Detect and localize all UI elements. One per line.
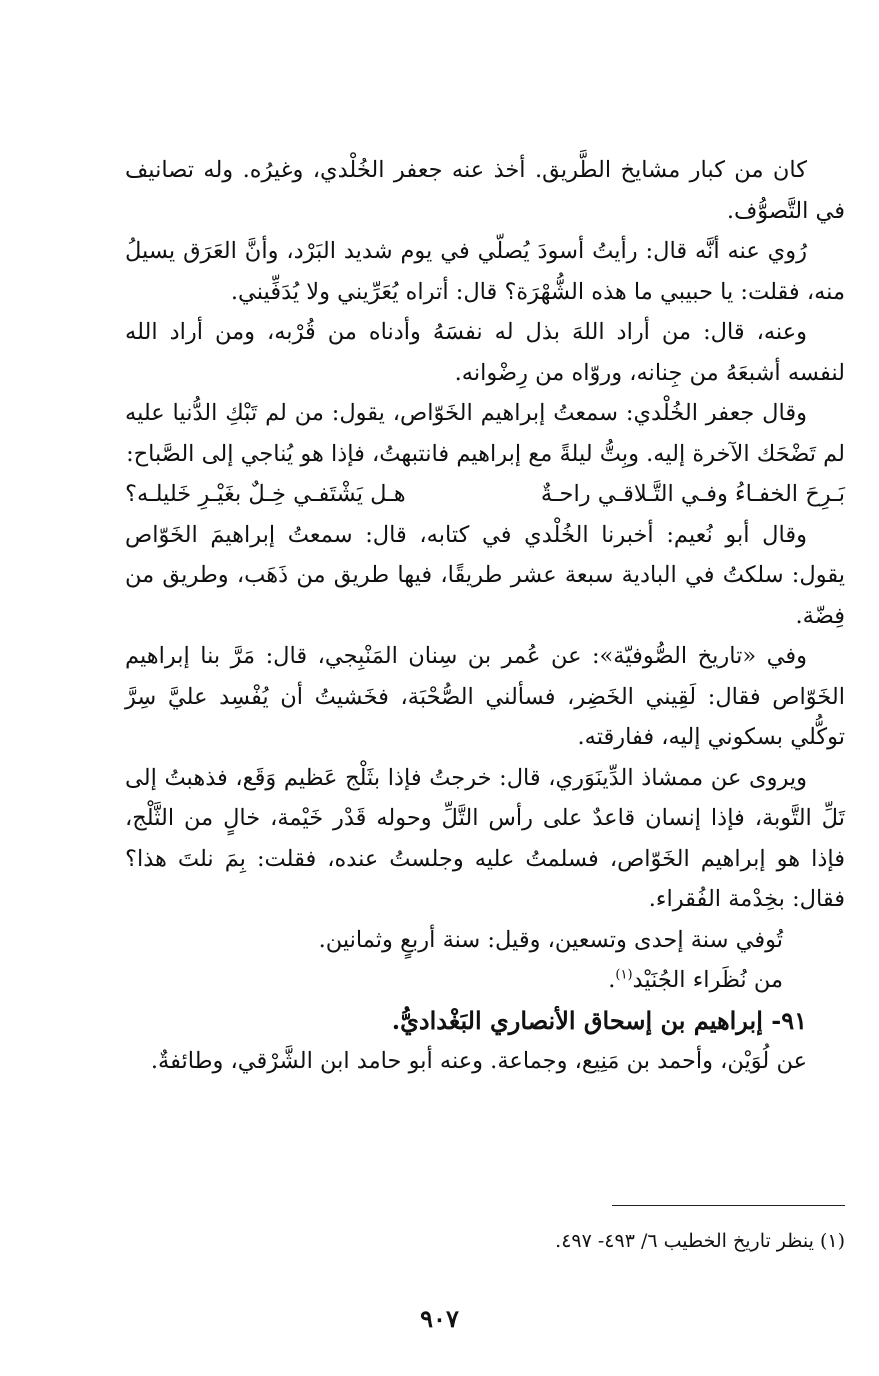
footnote-divider xyxy=(612,1205,845,1206)
peers-line xyxy=(125,960,845,1001)
main-text xyxy=(125,150,845,1082)
paragraph: وعنه، قال: من أراد اللهَ بذل له نفسَهُ وأدناه من قُرْبه، ومن أراد الله لنفسه أشبعَهُ من جِنانه، وروّاه من رِضْوانه. xyxy=(125,319,845,386)
paragraph: رُوي عنه أنَّه قال: رأيتُ أسودَ يُصلّي في يوم شديد البَرْد، وأنَّ العَرَق يسيلُ منه، فقلت: يا حبيبي ما هذه الشُّهْرَة؟ قال: أتراه يُعَرِّيني ولا يُدَفِّيني. xyxy=(125,238,845,305)
paragraph: وقال جعفر الخُلْدي: سمعتُ إبراهيم الخَوّاص، يقول: من لم تَبْكِ الدُّنيا عليه لم تَضْحَك الآخرة إليه. وبِتُّ ليلةً مع إبراهيم فانتبهتُ، فإذا هو يُناجي إلى الصَّباح: xyxy=(125,400,845,467)
peers-end: . xyxy=(608,967,616,993)
paragraph: وقال أبو نُعيم: أخبرنا الخُلْدي في كتابه، قال: سمعتُ إبراهيمَ الخَوّاص يقول: سلكتُ في البادية سبعة عشر طريقًا، فيها طريق من ذَهَب، وطريق من فِضّة. xyxy=(125,521,845,629)
paragraph: وفي «تاريخ الصُّوفيّة»: عن عُمر بن سِنان المَنْبِجي، قال: مَرَّ بنا إبراهيم الخَوّاص فقال: لَقِيني الخَضِر، فسألني الصُّحْبَة، فخَشيتُ أن يُفْسِد عليَّ سِرَّ توكُّلي بسكوني إليه، ففارقته. xyxy=(125,643,845,750)
paragraph: ويروى عن ممشاذ الدِّينَوَري، قال: خرجتُ فإذا بثَلْج عَظيم وَقَع، فذهبتُ إلى تَلِّ التَّوبة، فإذا إنسان قاعدٌ على رأس التَّلِّ وحوله قَدْر خَيْمة، خالٍ من الثَّلْج، فإذا هو إبراهيم الخَوّاص، فسلمتُ عليه وجلستُ عنده، فقلت: بِمَ نلتَ هذا؟ فقال: بخِدْمة الفُقراء. xyxy=(125,764,845,912)
footnote: (١) ينظر تاريخ الخطيب ٦/ ٤٩٣- ٤٩٧. xyxy=(555,1230,845,1252)
poetry-verse xyxy=(125,474,845,515)
verse-second-hemistich: هـل يَشْتَفـي خِـلٌ بغَيْـرِ خَليلـه؟ xyxy=(125,481,406,507)
entry-heading: ٩١- إبراهيم بن إسحاق الأنصاري البَغْداديُّ. xyxy=(391,1005,807,1035)
paragraph: كان من كبار مشايخ الطَّريق. أخذ عنه جعفر الخُلْدي، وغيرُه. وله تصانيف في التَّصوُّف. xyxy=(125,157,845,224)
entry-text: عن لُوَيْن، وأحمد بن مَنِيع، وجماعة. وعنه أبو حامد ابن الشَّرْقي، وطائفةٌ. xyxy=(150,1048,807,1074)
verse-first-hemistich: بَـرِحَ الخفـاءُ وفـي التَّـلاقـي راحـةٌ xyxy=(540,481,845,507)
peers-text: من نُظَراء الجُنَيْد xyxy=(632,967,783,993)
death-date: تُوفي سنة إحدى وتسعين، وقيل: سنة أربعٍ وثمانين. xyxy=(318,926,783,953)
footnote-reference[interactable]: (١) xyxy=(615,967,633,983)
page-number: ٩٠٧ xyxy=(420,1304,459,1333)
